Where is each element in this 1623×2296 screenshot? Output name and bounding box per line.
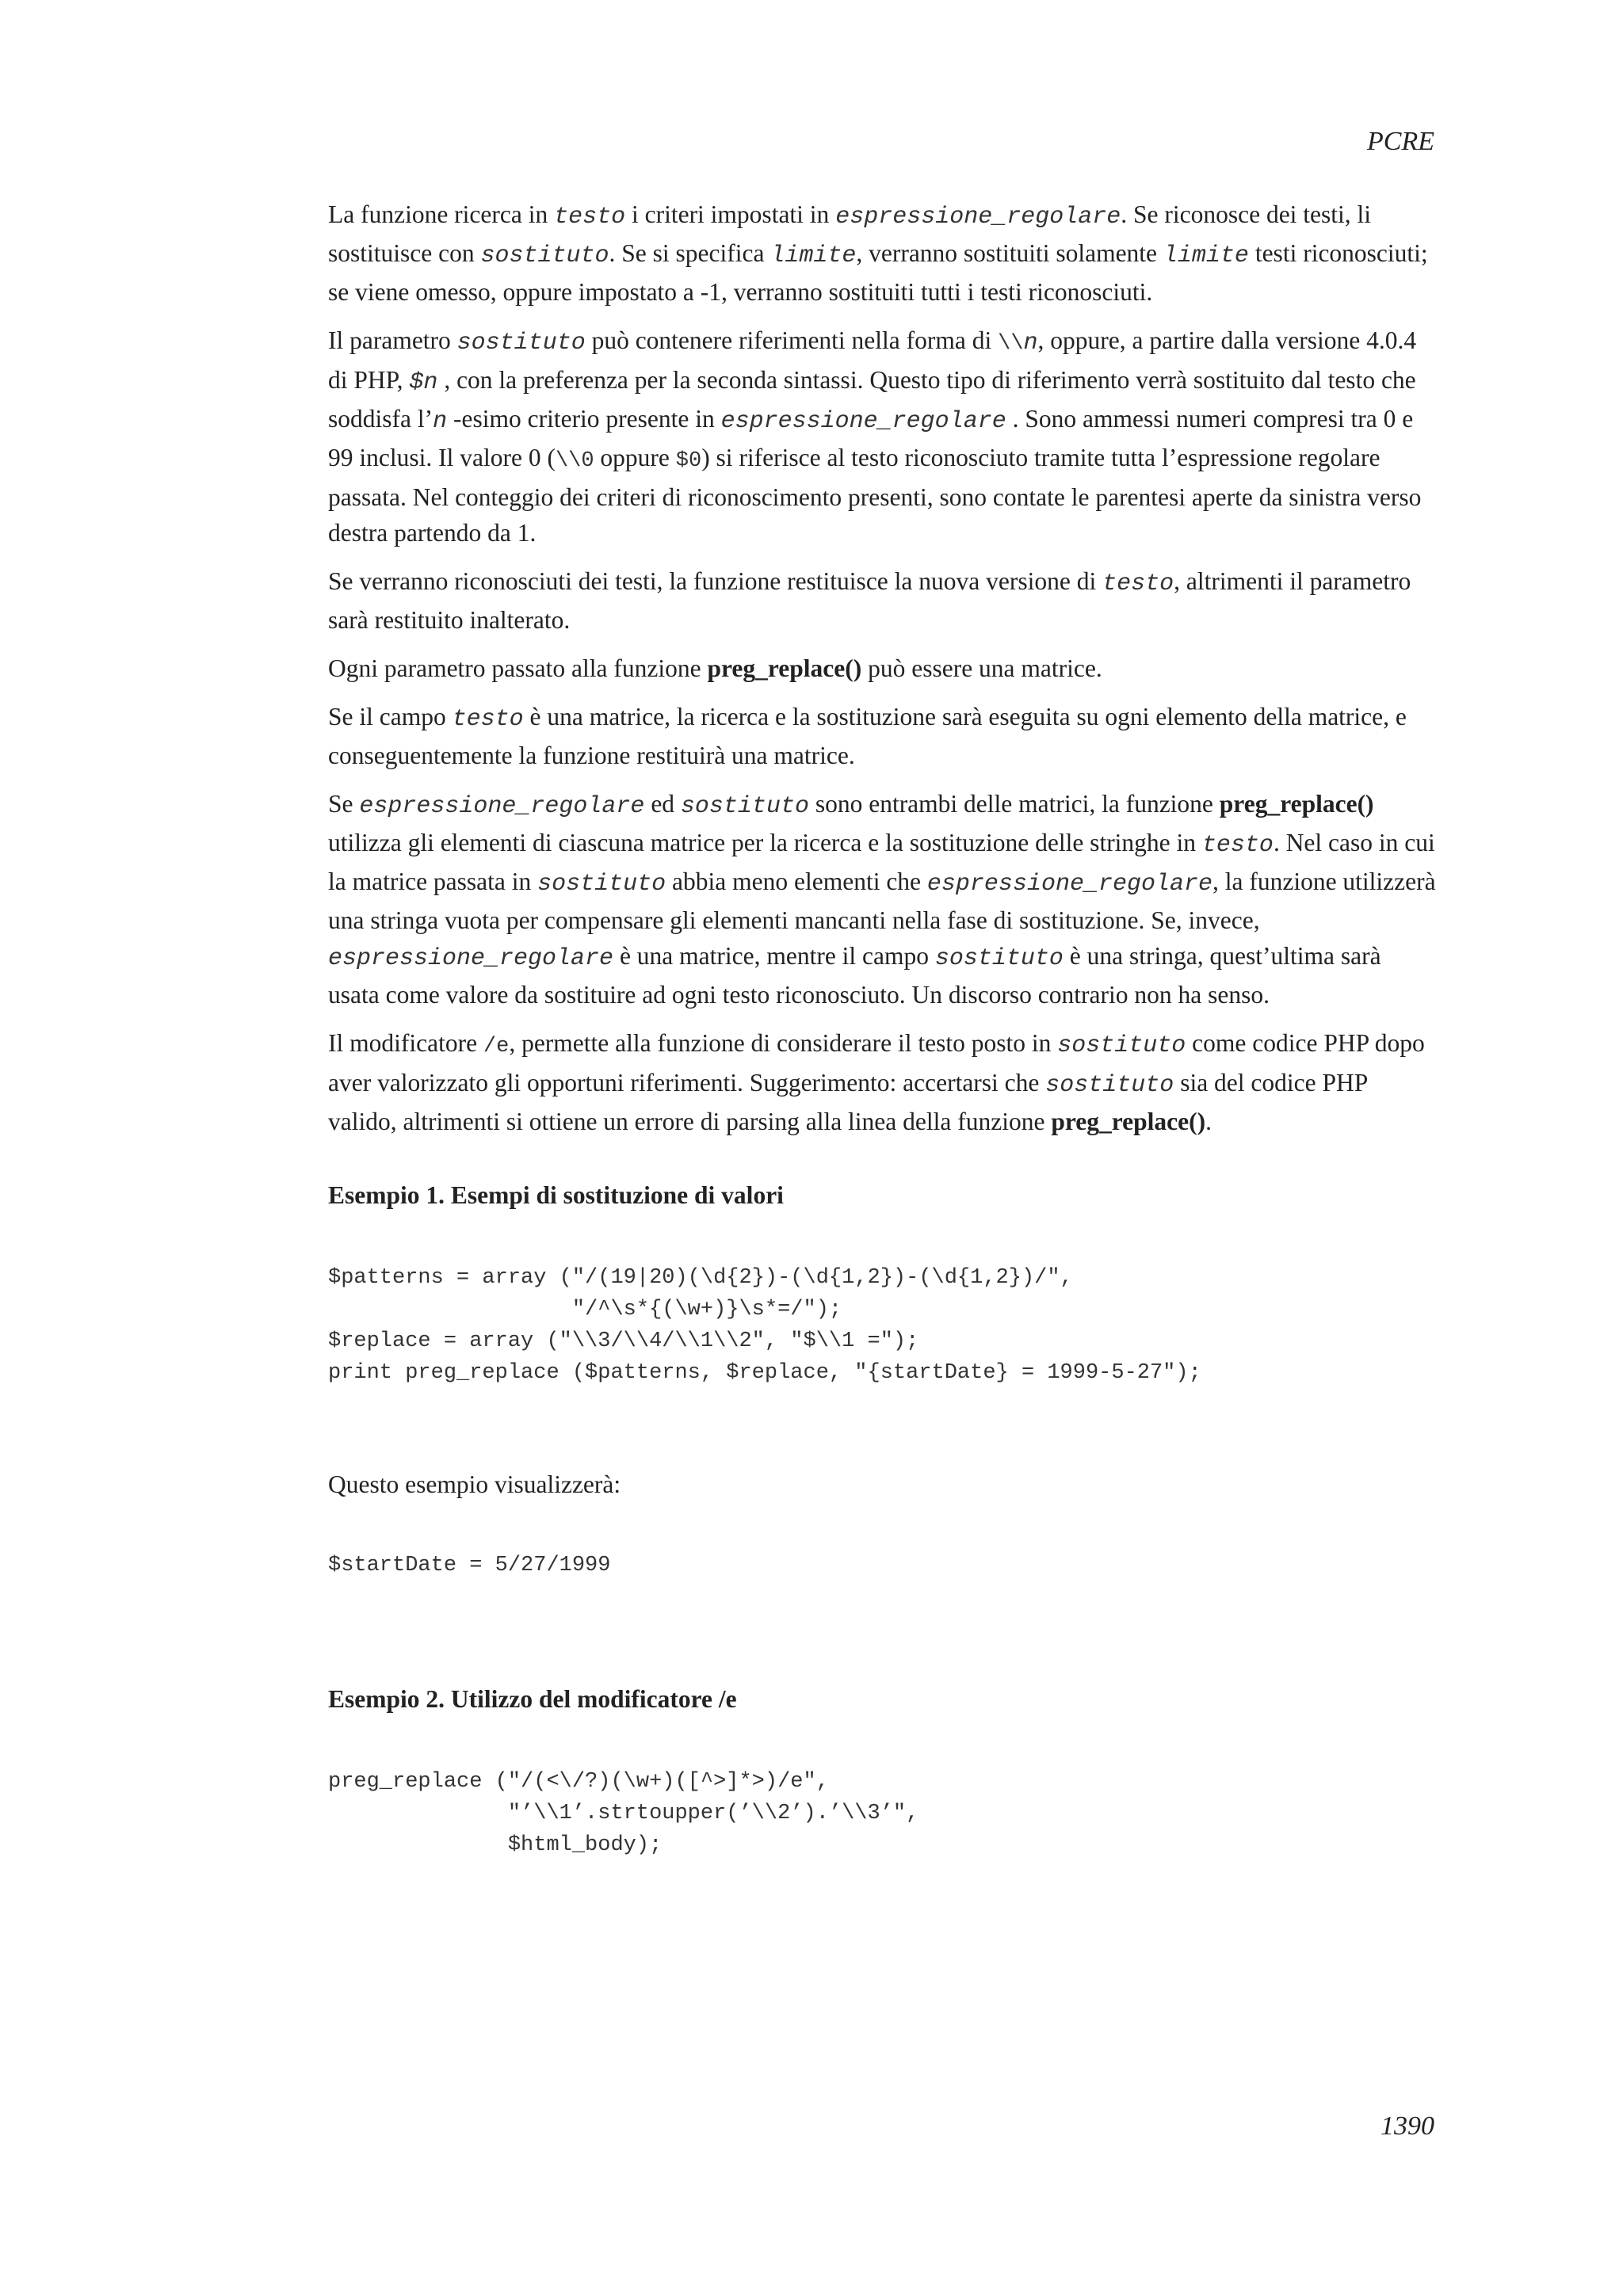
backslash-reference: \\	[998, 332, 1024, 356]
text-run: utilizza gli elementi di ciascuna matrice per la ricerca e la sostituzione delle stringhe in	[328, 829, 1202, 856]
text-run: sono entrambi delle matrici, la funzione	[808, 790, 1220, 818]
text-run: Il modificatore	[328, 1029, 483, 1057]
param-espressione-regolare: espressione_regolare	[359, 793, 645, 820]
text-run: ) si riferisce al testo riconosciuto tramite tutta l’espressione regolare passata. Nel conteggio dei criteri di riconoscimento presenti, sono contate le parentesi aperte da sinistra verso destra partendo da 1.	[328, 444, 1422, 547]
text-run: . Se riconosce dei testi, li sostituisce con	[328, 200, 1372, 267]
function-name: preg_replace()	[707, 654, 862, 682]
text-run: i criteri impostati in	[625, 200, 836, 228]
modifier-e: /e	[483, 1035, 510, 1058]
text-run: Se verranno riconosciuti dei testi, la funzione restituisce la nuova versione di	[328, 567, 1103, 595]
text-run: , permette alla funzione di considerare il testo posto in	[509, 1029, 1058, 1057]
document-body	[328, 196, 1438, 1861]
text-run: è una matrice, la ricerca e la sostituzione sarà eseguita su ogni elemento della matrice, e conseguentemente la funzione restituirà una matrice.	[328, 703, 1407, 769]
param-espressione-regolare: espressione_regolare	[835, 204, 1121, 231]
param-espressione-regolare: espressione_regolare	[926, 871, 1212, 898]
dollar-reference: $n	[409, 369, 438, 396]
function-name: preg_replace()	[1051, 1108, 1206, 1135]
text-run: oppure	[594, 444, 676, 471]
text-run: , oppure, a partire dalla versione 4.0.4 di PHP,	[328, 326, 1417, 394]
paragraph-return-value	[328, 563, 1438, 638]
example-1-code: $patterns = array ("/(19|20)(\d{2})-(\d{1,2})-(\d{1,2})/", "/^\s*{(\w+)}\s*=/"); $replace = array ("\\3/\\4/\\1\\2", "$\\1 ="); print preg_replace ($patterns, $replace, "{startDate} = 1999-5-27");	[328, 1266, 1201, 1385]
dollar-zero: $0	[675, 449, 702, 473]
param-testo: testo	[452, 706, 524, 733]
text-run: . Sono ammessi numeri compresi tra 0 e 99 inclusi. Il valore 0 (	[328, 405, 1414, 471]
backslash-zero: \\0	[555, 449, 594, 473]
paragraph-both-arrays	[328, 786, 1438, 1013]
text-run: può contenere riferimenti nella forma di	[585, 326, 999, 354]
text-run: , verranno sostituiti solamente	[856, 239, 1163, 267]
param-testo: testo	[1201, 832, 1274, 859]
text-run: testi riconosciuti; se viene omesso, oppure impostato a -1, verranno sostituiti tutti i testi riconosciuti.	[328, 239, 1428, 306]
param-sostituto: sostituto	[934, 945, 1064, 972]
param-sostituto: sostituto	[480, 242, 609, 269]
param-testo: testo	[554, 204, 626, 231]
param-sostituto: sostituto	[537, 871, 666, 898]
text-run: può essere una matrice.	[861, 654, 1102, 682]
text-run: è una matrice, mentre il campo	[613, 942, 935, 970]
text-run: , la funzione utilizzerà una stringa vuota per compensare gli elementi mancanti nella fase di sostituzione. Se, invece,	[328, 868, 1436, 934]
text-run: abbia meno elementi che	[666, 868, 927, 895]
param-espressione-regolare: espressione_regolare	[720, 408, 1006, 435]
param-limite: limite	[770, 242, 857, 269]
text-run: Ogni parametro passato alla funzione	[328, 654, 708, 682]
param-espressione-regolare: espressione_regolare	[328, 945, 614, 972]
paragraph-array-params	[328, 650, 1438, 686]
example-2-code: preg_replace ("/(<\/?)(\w+)([^>]*>)/e", "’\\1’.strtoupper(’\\2’).’\\3’", $html_body);	[328, 1770, 919, 1857]
paragraph-references	[328, 322, 1438, 551]
text-run: .	[1205, 1108, 1212, 1135]
param-sostituto: sostituto	[680, 793, 809, 820]
text-run: . Nel caso in cui la matrice passata in	[328, 829, 1435, 895]
text-run: -esimo criterio presente in	[447, 405, 721, 433]
example-1-title: Esempio 1. Esempi di sostituzione di valori	[328, 1181, 784, 1209]
param-sostituto: sostituto	[456, 330, 586, 357]
example-2-title: Esempio 2. Utilizzo del modificatore /e	[328, 1685, 737, 1713]
text-run: è una stringa, quest’ultima sarà usata come valore da sostituire ad ogni testo riconosciuto. Un discorso contrario non ha senso.	[328, 942, 1381, 1009]
param-n: n	[433, 408, 448, 435]
text-run: , altrimenti il parametro sarà restituito inalterato.	[328, 567, 1411, 634]
paragraph-search-replace	[328, 196, 1438, 310]
example-1-output-intro: Questo esempio visualizzerà:	[328, 1470, 621, 1498]
param-n: n	[1023, 330, 1038, 357]
text-run: , con la preferenza per la seconda sintassi. Questo tipo di riferimento verrà sostituito dal testo che soddisfa l’	[328, 366, 1416, 433]
param-limite: limite	[1163, 242, 1249, 269]
param-sostituto: sostituto	[1057, 1032, 1186, 1059]
running-head: PCRE	[1367, 127, 1434, 156]
text-run: La funzione ricerca in	[328, 200, 555, 228]
text-run: come codice PHP dopo aver valorizzato gli opportuni riferimenti. Suggerimento: accertarsi che	[328, 1029, 1425, 1097]
example-1-output: $startDate = 5/27/1999	[328, 1554, 611, 1577]
text-run: Il parametro	[328, 326, 457, 354]
paragraph-testo-array	[328, 699, 1438, 773]
text-run: sia del codice PHP valido, altrimenti si ottiene un errore di parsing alla linea della funzione	[328, 1069, 1368, 1135]
function-name: preg_replace()	[1219, 790, 1374, 818]
param-sostituto: sostituto	[1045, 1072, 1174, 1099]
page-number: 1390	[1381, 2111, 1434, 2141]
paragraph-e-modifier	[328, 1025, 1438, 1139]
text-run: Se	[328, 790, 360, 818]
text-run: ed	[644, 790, 681, 818]
param-testo: testo	[1102, 570, 1174, 597]
text-run: Se il campo	[328, 703, 453, 730]
text-run: . Se si specifica	[609, 239, 771, 267]
